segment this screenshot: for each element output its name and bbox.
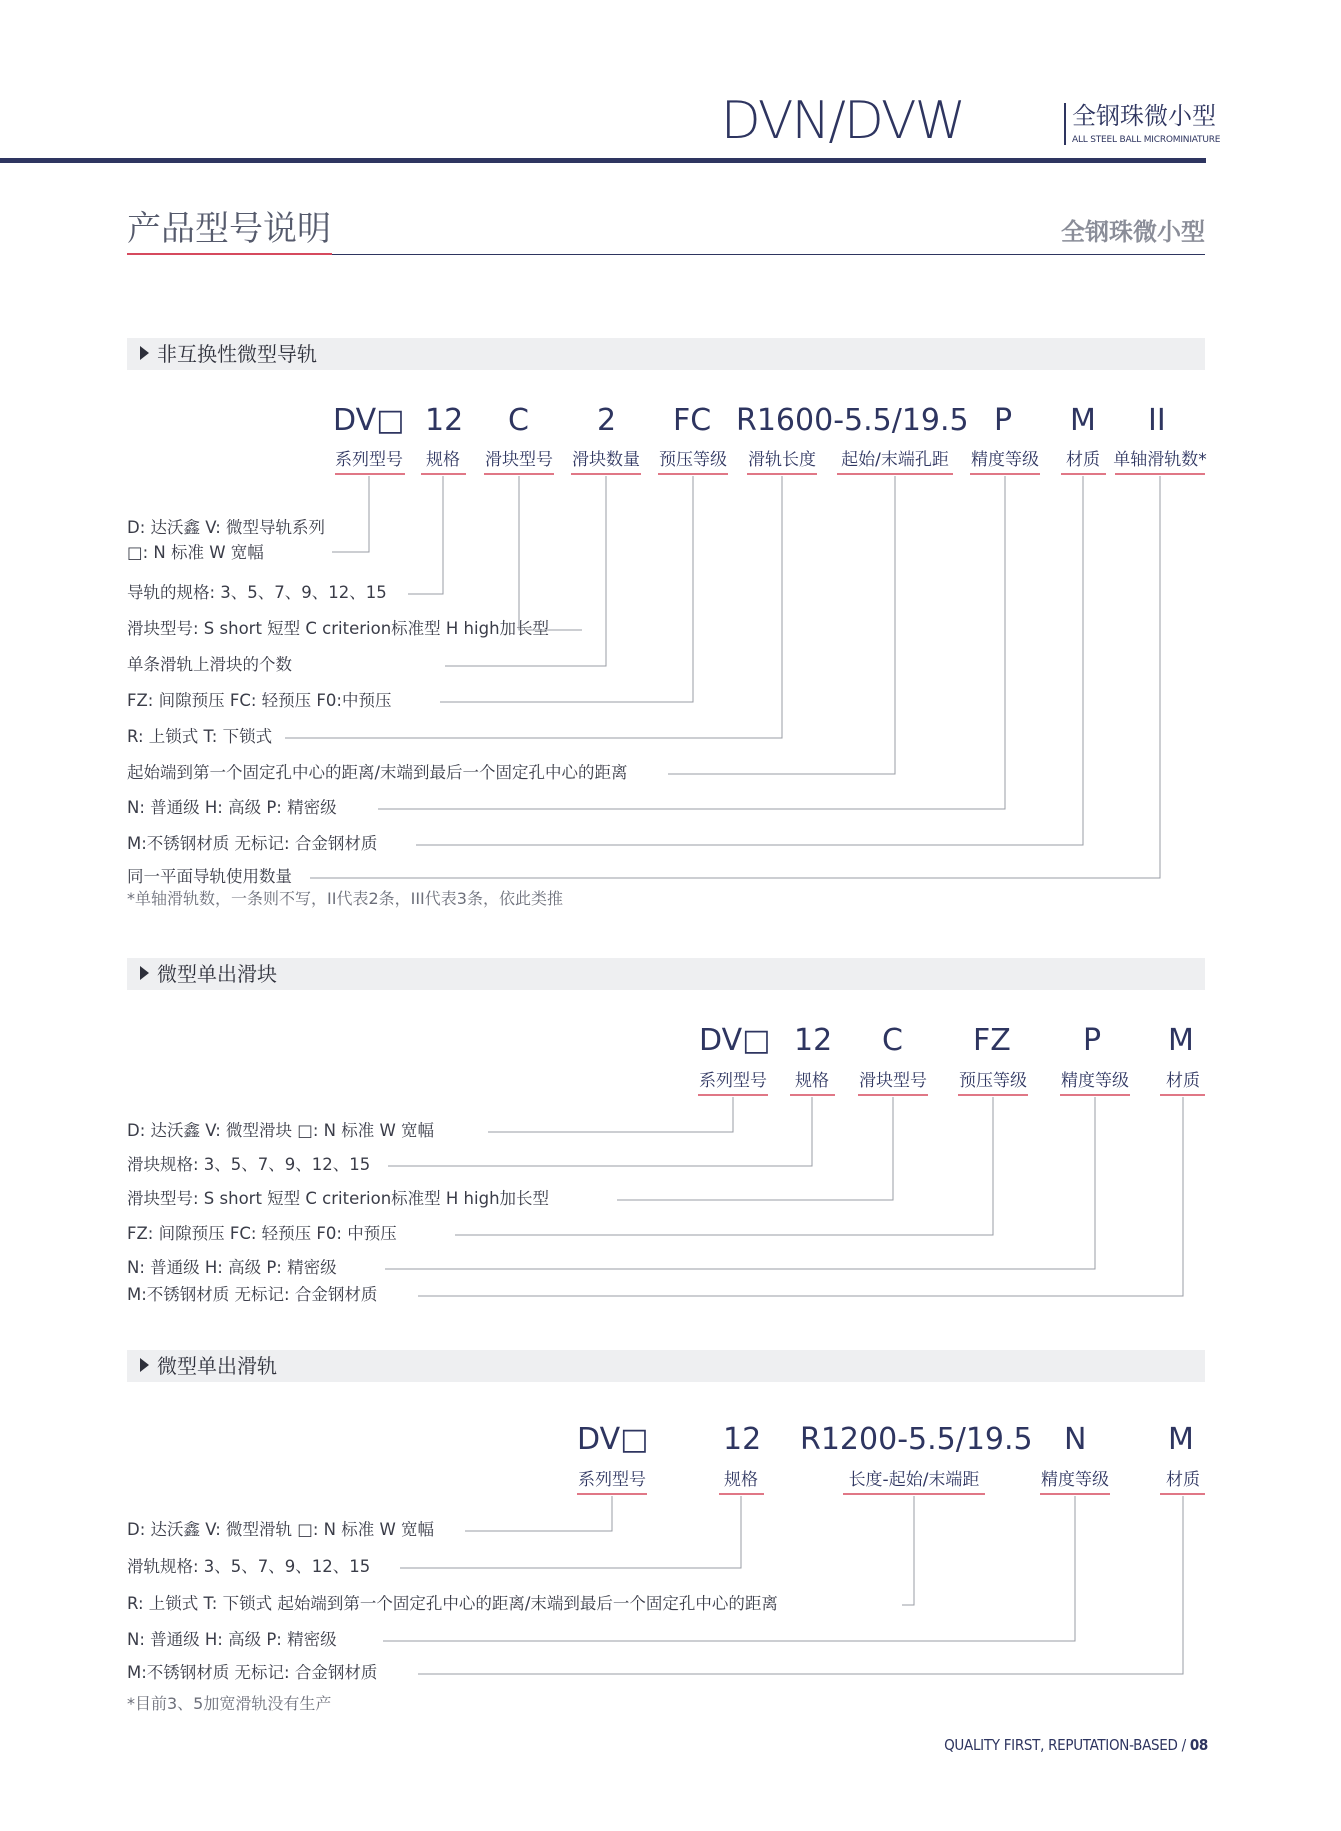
desc-line: 滑轨规格: 3、5、7、9、12、15 [127,1557,371,1576]
label-material: 材质 [1166,1470,1200,1490]
label-accuracy: 精度等级 [1041,1470,1109,1490]
desc-line: 单条滑轨上滑块的个数 [127,655,292,674]
desc-line: M:不锈钢材质 无标记: 合金钢材质 [127,834,378,853]
footnote: *单轴滑轨数，一条则不写，II代表2条，III代表3条，依此类推 [127,889,563,908]
code-block-type: C [508,403,529,438]
code-series: DV□ [333,403,405,438]
code-length: R1600-5.5/19.5 [736,403,969,438]
footnote: *目前3、5加宽滑轨没有生产 [127,1694,332,1713]
desc-line: D: 达沃鑫 V: 微型滑块 □: N 标准 W 宽幅 [127,1121,435,1140]
desc-line: FZ: 间隙预压 FC: 轻预压 F0:中预压 [127,691,392,710]
desc-line: R: 上锁式 T: 下锁式 起始端到第一个固定孔中心的距离/末端到最后一个固定孔中心的距离 [127,1594,778,1613]
label-preload: 预压等级 [959,1071,1027,1091]
code-block-qty: 2 [597,403,617,438]
page-number: 08 [1189,1736,1208,1754]
label-accuracy: 精度等级 [1061,1071,1129,1091]
desc-line: 滑块型号: S short 短型 C criterion标准型 H high加长型 [127,1189,550,1208]
label-accuracy: 精度等级 [971,450,1039,470]
label-rail-count: 单轴滑轨数* [1113,450,1207,470]
code-accuracy: P [1083,1023,1102,1058]
desc-line: M:不锈钢材质 无标记: 合金钢材质 [127,1285,378,1304]
desc-line: 滑块型号: S short 短型 C criterion标准型 H high加长型 [127,619,550,638]
section-title: 微型单出滑块 [140,964,277,984]
code-size: 12 [425,403,464,438]
brand-logo-text: DVN/DVW [720,91,964,151]
desc-line: FZ: 间隙预压 FC: 轻预压 F0: 中预压 [127,1224,397,1243]
desc-line: D: 达沃鑫 V: 微型导轨系列 [127,518,325,537]
page-subtitle: 全钢珠微小型 [1061,218,1205,246]
code-material: M [1168,1023,1194,1058]
code-rail-count: II [1148,403,1166,438]
label-series: 系列型号 [335,450,403,470]
label-hole-pitch: 起始/末端孔距 [841,450,949,470]
code-preload: FZ [973,1023,1011,1058]
desc-line: M:不锈钢材质 无标记: 合金钢材质 [127,1663,378,1682]
label-underlines [335,474,1205,1494]
label-size: 规格 [795,1071,829,1091]
code-length: R1200-5.5/19.5 [800,1422,1033,1457]
code-size: 12 [794,1023,833,1058]
footer-slogan: QUALITY FIRST, REPUTATION-BASED / 08 [944,1736,1208,1754]
desc-line: D: 达沃鑫 V: 微型滑轨 □: N 标准 W 宽幅 [127,1520,435,1539]
code-material: M [1070,403,1096,438]
label-material: 材质 [1166,1071,1200,1091]
code-material: M [1168,1422,1194,1457]
label-block-type: 滑块型号 [859,1071,927,1091]
brand-chinese-name: 全钢珠微小型 [1072,102,1216,130]
code-series: DV□ [699,1023,771,1058]
label-block-qty: 滑块数量 [572,450,640,470]
label-preload: 预压等级 [659,450,727,470]
code-series: DV□ [577,1422,649,1457]
brand-english-name: ALL STEEL BALL MICROMINIATURE [1072,135,1221,145]
code-size: 12 [723,1422,762,1457]
code-accuracy: P [994,403,1013,438]
label-material: 材质 [1066,450,1100,470]
code-accuracy: N [1064,1422,1087,1457]
label-series: 系列型号 [578,1470,646,1490]
desc-line: □: N 标准 W 宽幅 [127,543,264,562]
page-title: 产品型号说明 [127,209,331,249]
desc-line: N: 普通级 H: 高级 P: 精密级 [127,1258,337,1277]
desc-line: 起始端到第一个固定孔中心的距离/末端到最后一个固定孔中心的距离 [127,763,628,782]
label-series: 系列型号 [699,1071,767,1091]
desc-line: 滑块规格: 3、5、7、9、12、15 [127,1155,371,1174]
code-preload: FC [673,403,712,438]
desc-line: N: 普通级 H: 高级 P: 精密级 [127,1630,337,1649]
section-title: 微型单出滑轨 [140,1356,277,1376]
section-title: 非互换性微型导轨 [140,344,317,364]
label-length: 滑轨长度 [748,450,816,470]
desc-line: R: 上锁式 T: 下锁式 [127,727,273,746]
label-size: 规格 [426,450,460,470]
desc-line: N: 普通级 H: 高级 P: 精密级 [127,798,337,817]
desc-line: 同一平面导轨使用数量 [127,867,292,886]
label-size: 规格 [724,1470,758,1490]
label-length-pitch: 长度-起始/末端距 [848,1470,980,1490]
code-block-type: C [882,1023,903,1058]
label-block-type: 滑块型号 [485,450,553,470]
desc-line: 导轨的规格: 3、5、7、9、12、15 [127,583,387,602]
